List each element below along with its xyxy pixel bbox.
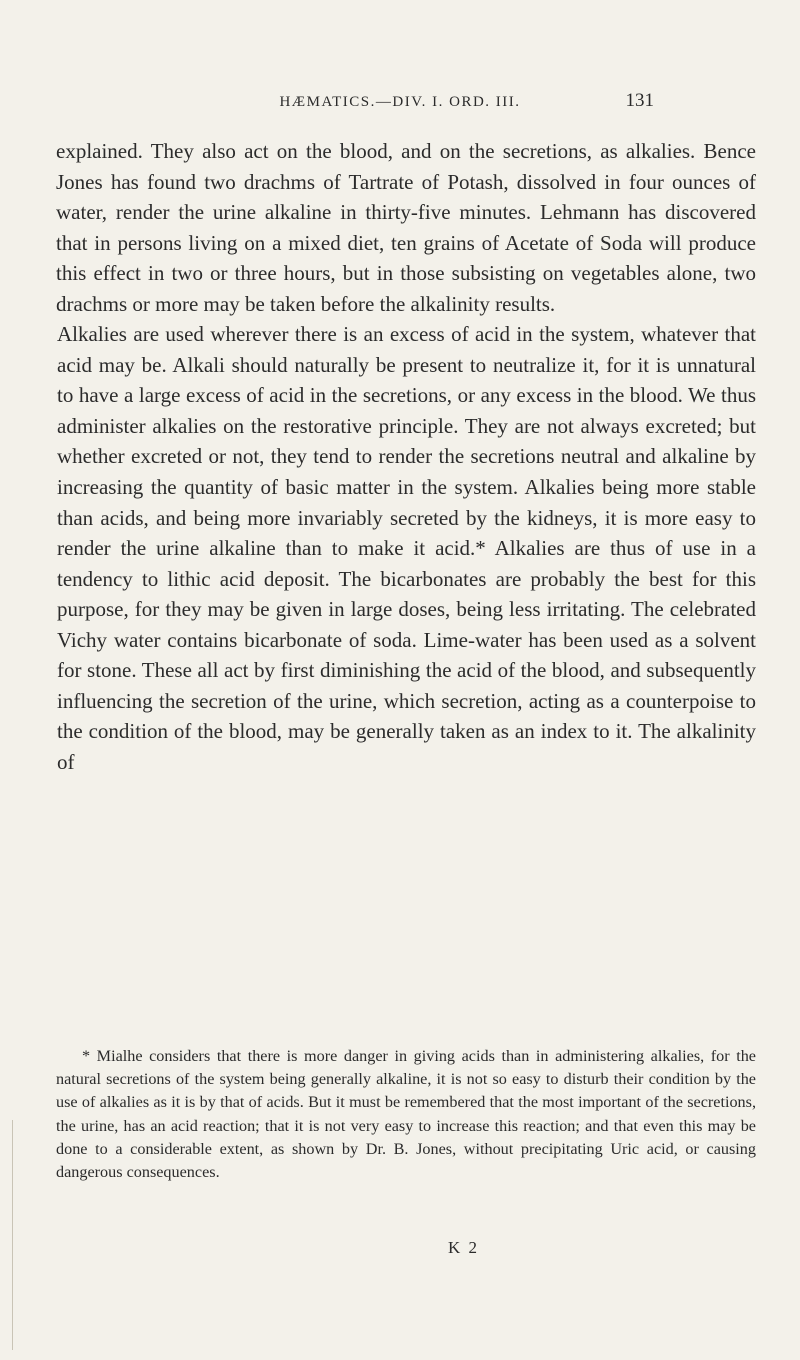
main-text [56,136,756,777]
running-head [0,88,800,118]
paragraph-1: explained. They also act on the blood, and on the secretions, as alkalies. Bence Jones has found two drachms of Tartrate of Potash, dissolved in four ounces of water, render the urine alkaline in thirty-five minutes. Lehmann has discovered that in persons living on a mixed diet, ten grains of Acetate of Soda will produce this effect in two or three hours, but in those subsisting on vegetables alone, two drachms or more may be taken before the alkalinity results. [56,139,756,316]
footnote-text: * Mialhe considers that there is more danger in giving acids than in administering alkalies, for the natural secretions of the system being generally alkaline, it is not so easy to disturb their condition by the use of alkalies as it is by that of acids. But it must be remembered that the most important of the secretions, the urine, has an acid reaction; that it is not very easy to increase this reaction; and that even this may be done to a considerable extent, as shown by Dr. B. Jones, without precipitating Uric acid, or causing dangerous consequences. [56,1047,756,1182]
page-number: 131 [625,90,654,111]
signature-mark: K 2 [448,1238,480,1257]
paragraph-2: Alkalies are used wherever there is an excess of acid in the system, whatever that acid may be. Alkali should naturally be present to neutralize it, for it is unnatural to have a large excess of acid in the secretions, or any excess in the blood. We thus administer alkalies on the restorative principle. They are not always excreted; but whether excreted or not, they tend to render the secretions neutral and alkaline by increasing the quantity of basic matter in the system. Alkalies being more stable than acids, and being more invariably secreted by the kidneys, it is more easy to render the urine alkaline than to make it acid.* Alkalies are thus of use in a tendency to lithic acid deposit. The bicarbonates are probably the best for this purpose, for they may be given in large doses, being less irritating. The celebrated Vichy water contains bicarbonate of soda. Lime-water has been used as a solvent for stone. These all act by first diminishing the acid of the blood, and subsequently influencing the secretion of the urine, which secretion, acting as a counterpoise to the condition of the blood, may be generally taken as an index to it. The alkalinity of [57,322,756,774]
footnote [56,1045,756,1184]
margin-shadow [12,1120,13,1350]
running-title: HÆMATICS.—DIV. I. ORD. III. [279,94,521,110]
